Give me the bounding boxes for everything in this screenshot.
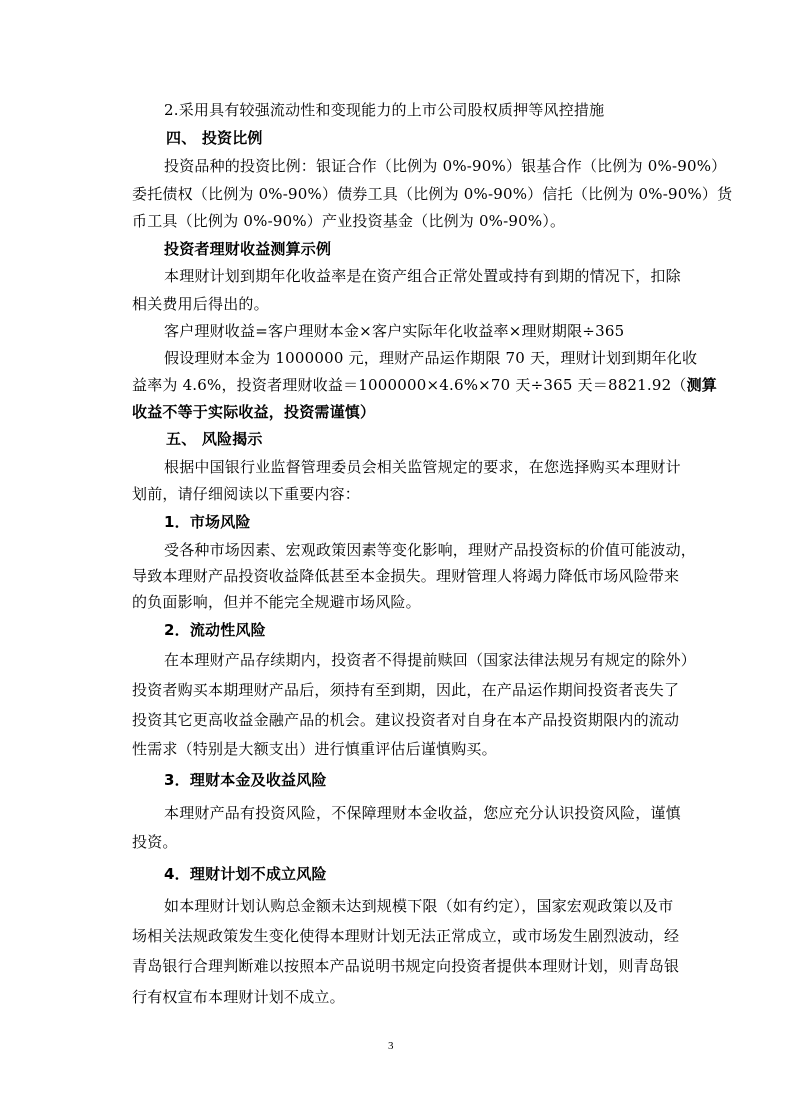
example-calculation: 益率为 4.6%，投资者理财收益＝1000000×4.6%×70 天÷365 天＝8821.92（ xyxy=(132,376,687,394)
paragraph-line: 导致本理财产品投资收益降低甚至本金损失。理财管理人将竭力降低市场风险带来 xyxy=(132,567,680,585)
page-number: 3 xyxy=(388,1040,394,1052)
paragraph-line: 的负面影响，但并不能完全规避市场风险。 xyxy=(132,593,421,611)
section-heading-investment-ratio: 四、 投资比例 xyxy=(166,129,263,147)
paragraph-line: 委托债权（比例为 0%-90%）债券工具（比例为 0%-90%）信托（比例为 0%-90%）货 xyxy=(132,185,733,203)
subheading-market-risk: 1．市场风险 xyxy=(164,513,251,531)
paragraph-line: 划前，请仔细阅读以下重要内容： xyxy=(132,485,361,503)
paragraph-line: 场相关法规政策发生变化使得本理财计划无法正常成立，或市场发生剧烈波动，经 xyxy=(132,927,680,945)
paragraph-line: 根据中国银行业监督管理委员会相关监管规定的要求，在您选择购买本理财计 xyxy=(164,458,681,476)
subheading-plan-not-established-risk: 4．理财计划不成立风险 xyxy=(164,865,327,883)
paragraph-line: 青岛银行合理判断难以按照本产品说明书规定向投资者提供本理财计划，则青岛银 xyxy=(132,957,680,975)
section-heading-risk-disclosure: 五、 风险揭示 xyxy=(166,430,263,448)
paragraph-line: 投资。 xyxy=(132,833,178,851)
subheading-liquidity-risk: 2．流动性风险 xyxy=(164,621,266,639)
paragraph-line: 投资品种的投资比例：银证合作（比例为 0%-90%）银基合作（比例为 0%-90%） xyxy=(164,157,727,175)
paragraph-line: 本理财产品有投资风险，不保障理财本金收益，您应充分认识投资风险，谨慎 xyxy=(164,804,681,822)
paragraph-line xyxy=(132,375,717,395)
paragraph-line: 币工具（比例为 0%-90%）产业投资基金（比例为 0%-90%）。 xyxy=(132,212,566,230)
paragraph-line: 相关费用后得出的。 xyxy=(132,295,269,313)
measure-item-2: 2.采用具有较强流动性和变现能力的上市公司股权质押等风控措施 xyxy=(164,101,605,119)
paragraph-line: 在本理财产品存续期内，投资者不得提前赎回（国家法律法规另有规定的除外） xyxy=(164,651,697,669)
risk-warning-start: 测算 xyxy=(686,376,717,394)
paragraph-line: 行有权宣布本理财计划不成立。 xyxy=(132,988,345,1006)
paragraph-line: 受各种市场因素、宏观政策因素等变化影响，理财产品投资标的价值可能波动， xyxy=(164,541,697,559)
risk-warning-end: 收益不等于实际收益，投资需谨慎） xyxy=(132,403,376,421)
subheading-income-example: 投资者理财收益测算示例 xyxy=(164,240,332,258)
formula-line: 客户理财收益=客户理财本金×客户实际年化收益率×理财期限÷365 xyxy=(164,322,625,340)
paragraph-line: 投资者购买本期理财产品后，须持有至到期，因此，在产品运作期间投资者丧失了 xyxy=(132,681,680,699)
paragraph-line: 投资其它更高收益金融产品的机会。建议投资者对自身在本产品投资期限内的流动 xyxy=(132,711,680,729)
paragraph-line: 如本理财计划认购总金额未达到规模下限（如有约定），国家宏观政策以及市 xyxy=(164,897,674,915)
subheading-principal-income-risk: 3．理财本金及收益风险 xyxy=(164,771,327,789)
paragraph-line: 假设理财本金为 1000000 元，理财产品运作期限 70 天，理财计划到期年化收 xyxy=(164,349,698,367)
paragraph-line: 性需求（特别是大额支出）进行慎重评估后谨慎购买。 xyxy=(132,740,497,758)
paragraph-line: 本理财计划到期年化收益率是在资产组合正常处置或持有到期的情况下，扣除 xyxy=(164,267,681,285)
